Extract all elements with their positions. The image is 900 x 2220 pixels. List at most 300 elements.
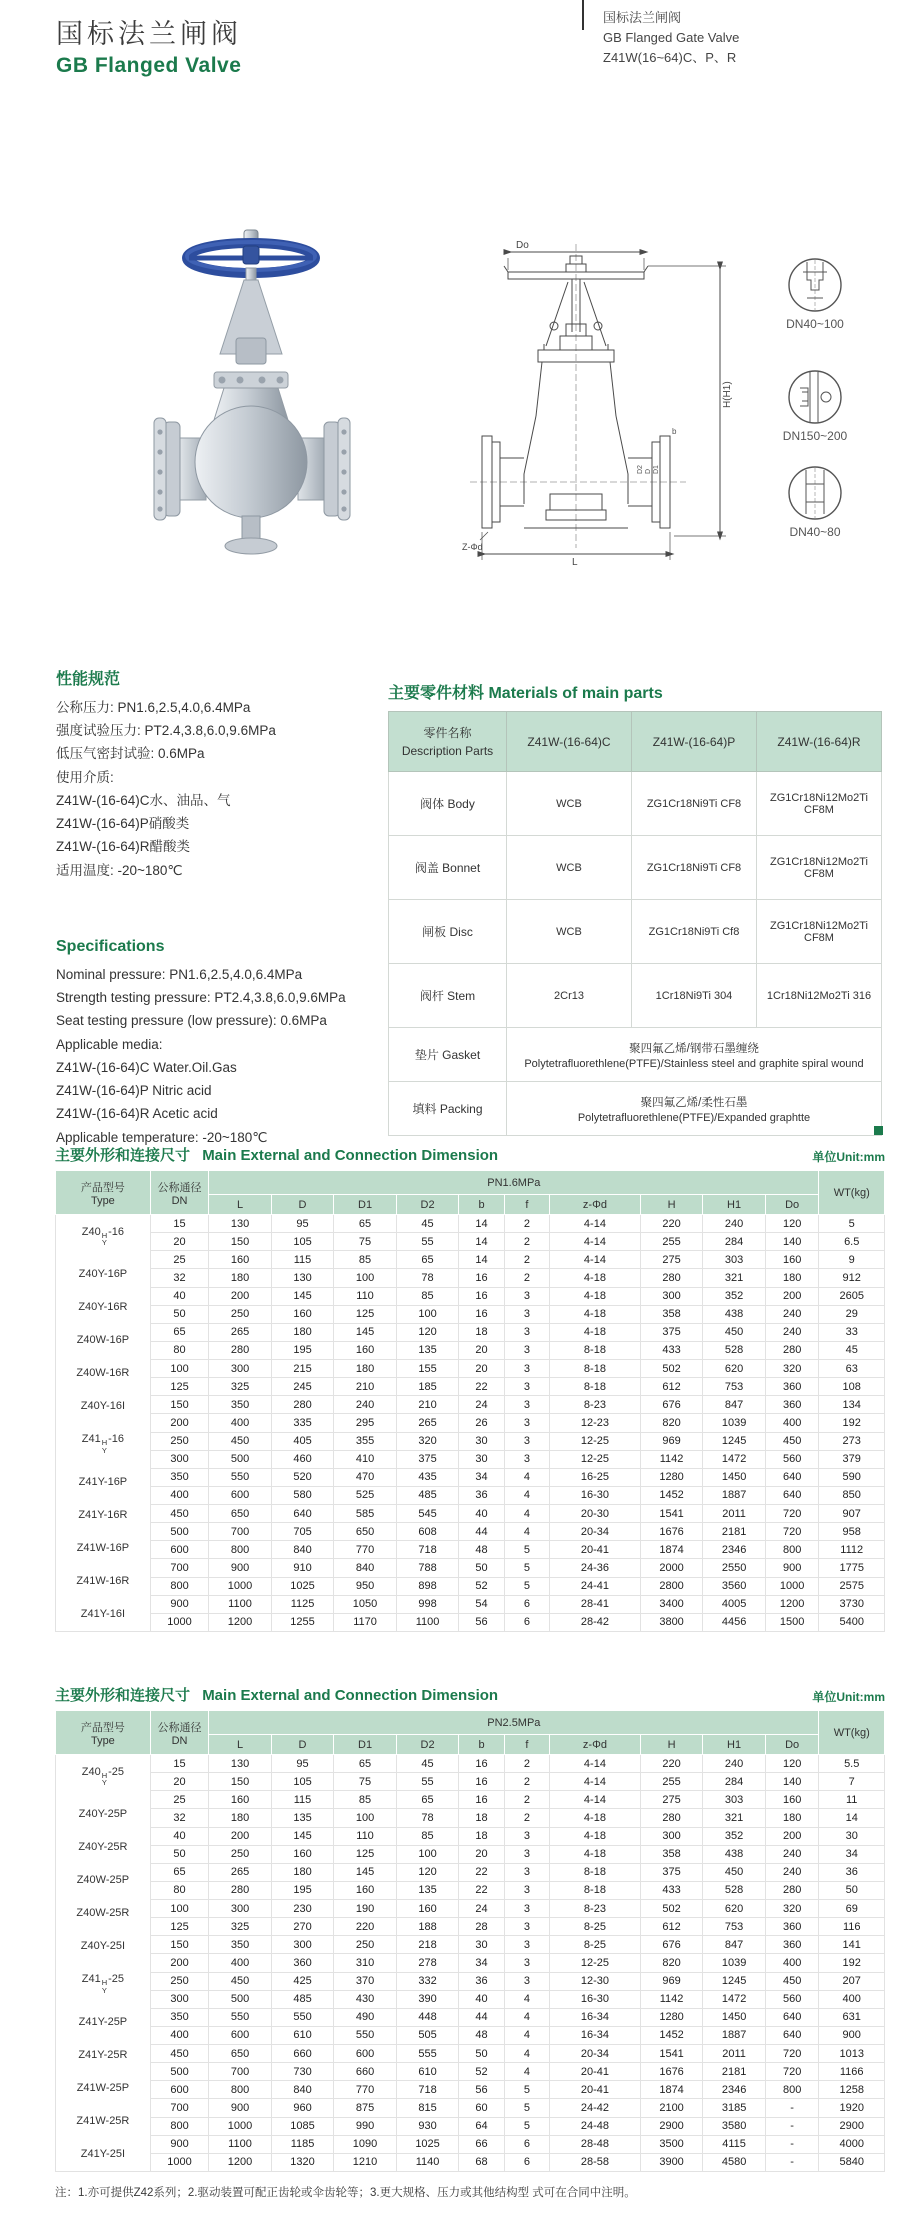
dim-cell: 3 xyxy=(504,1845,549,1863)
dim-cell: 2900 xyxy=(640,2117,703,2135)
dim-cell: 16-30 xyxy=(550,1990,641,2008)
materials-title-en: Materials of main parts xyxy=(488,685,663,702)
dim-cell: 220 xyxy=(640,1755,703,1773)
dim-cell: 28-58 xyxy=(550,2153,641,2171)
dim-cell: 400 xyxy=(819,1990,885,2008)
dim-cell: 20-41 xyxy=(550,2063,641,2081)
dim-cell: 1775 xyxy=(819,1559,885,1577)
material-cell: WCB xyxy=(507,900,632,964)
dim-cell: 180 xyxy=(209,1809,272,1827)
dim-cell: 352 xyxy=(703,1827,766,1845)
dim-cell: 720 xyxy=(765,2045,819,2063)
dim-cell: 969 xyxy=(640,1972,703,1990)
dim-cell: 30 xyxy=(819,1827,885,1845)
dim-row xyxy=(56,1414,885,1432)
dim-cell: 3560 xyxy=(703,1577,766,1595)
dim-cell: 5.5 xyxy=(819,1755,885,1773)
dim-cell: 550 xyxy=(209,2008,272,2026)
performance-lines xyxy=(56,696,376,882)
dim-cell: 321 xyxy=(703,1269,766,1287)
dim-cell: 11 xyxy=(819,1791,885,1809)
dim-cell: 8-18 xyxy=(550,1360,641,1378)
dim-cell: 770 xyxy=(334,2081,397,2099)
dim-cell: 160 xyxy=(396,1900,459,1918)
dim-cell: 360 xyxy=(765,1378,819,1396)
dim-row xyxy=(56,1863,885,1881)
dim-cell: 1450 xyxy=(703,2008,766,2026)
dim-cell: 4 xyxy=(504,1486,549,1504)
dim-cell: 250 xyxy=(209,1845,272,1863)
dim-cell: 753 xyxy=(703,1918,766,1936)
dim-cell: 560 xyxy=(765,1450,819,1468)
dim-cell: 30 xyxy=(459,1936,504,1954)
dim-cell: 110 xyxy=(334,1287,397,1305)
dim-cell: 612 xyxy=(640,1378,703,1396)
dim-cell: 36 xyxy=(459,1486,504,1504)
dim-cell: 16-34 xyxy=(550,2026,641,2044)
specification-line: Z41W-(16-64)R Acetic acid xyxy=(56,1106,218,1122)
dim-cell: 718 xyxy=(396,2081,459,2099)
dim-label-h: H(H1) xyxy=(722,381,733,408)
dim-cell: 273 xyxy=(819,1432,885,1450)
dim-cell: 325 xyxy=(209,1378,272,1396)
dim-cell: 720 xyxy=(765,2063,819,2081)
dim-cell: 12-25 xyxy=(550,1432,641,1450)
dim-cell: 8-23 xyxy=(550,1900,641,1918)
dim-cell: 200 xyxy=(150,1954,208,1972)
type-label: Z41Y-25I xyxy=(80,2148,126,2161)
ref-line-en: GB Flanged Gate Valve xyxy=(603,30,740,46)
dim-cell: 78 xyxy=(396,1269,459,1287)
type-label: Z41Y-25R xyxy=(78,2049,128,2062)
dim-cell: 720 xyxy=(765,1505,819,1523)
dim-cell: 4-14 xyxy=(550,1755,641,1773)
dim-cell: 1085 xyxy=(271,2117,334,2135)
dimension-table-pn16 xyxy=(55,1170,885,1632)
dim-cell: 1100 xyxy=(396,1613,459,1631)
dim-cell: 44 xyxy=(459,2008,504,2026)
dim-cell: 410 xyxy=(334,1450,397,1468)
dim-cell: 218 xyxy=(396,1936,459,1954)
dim-cell: 840 xyxy=(271,2081,334,2099)
dim-cell: 210 xyxy=(396,1396,459,1414)
dim-row xyxy=(56,1287,885,1305)
dim-cell: 280 xyxy=(640,1269,703,1287)
performance-line: 低压气密封试验: 0.6MPa xyxy=(56,746,205,762)
dim-cell: 64 xyxy=(459,2117,504,2135)
dim-cell: 1874 xyxy=(640,1541,703,1559)
dim-cell: 700 xyxy=(209,1523,272,1541)
dim-cell: 180 xyxy=(765,1809,819,1827)
dim-cell: 68 xyxy=(459,2153,504,2171)
dim-cell: 150 xyxy=(209,1773,272,1791)
unit-label: 单位Unit:mm xyxy=(812,1150,885,1164)
dim-cell: 5400 xyxy=(819,1613,885,1631)
dim-cell: 85 xyxy=(334,1251,397,1269)
dim-cell: 1000 xyxy=(765,1577,819,1595)
dim-cell: 1541 xyxy=(640,1505,703,1523)
dim-cell: 300 xyxy=(640,1287,703,1305)
dim-cell: 275 xyxy=(640,1791,703,1809)
dim-cell: 180 xyxy=(334,1360,397,1378)
dim-cell: 18 xyxy=(459,1323,504,1341)
dim-cell: 8-25 xyxy=(550,1936,641,1954)
dim-cell: 2100 xyxy=(640,2099,703,2117)
dim-cell: 280 xyxy=(209,1881,272,1899)
dim-cell: 25 xyxy=(150,1251,208,1269)
dim-row xyxy=(56,1900,885,1918)
dim-cell: 4-14 xyxy=(550,1791,641,1809)
dim-cell: 20 xyxy=(459,1341,504,1359)
dim-row xyxy=(56,2081,885,2099)
dim-cell: 65 xyxy=(396,1791,459,1809)
dim-cell: 116 xyxy=(819,1918,885,1936)
dim-row xyxy=(56,1577,885,1595)
dim-cell: 200 xyxy=(765,1827,819,1845)
col-header-type: 产品型号 Type xyxy=(56,1711,151,1755)
dim-cell: 160 xyxy=(271,1305,334,1323)
dim-cell: 14 xyxy=(459,1251,504,1269)
dim-cell: 141 xyxy=(819,1936,885,1954)
dim-cell: 6 xyxy=(504,2135,549,2153)
dim-cell: 14 xyxy=(819,1809,885,1827)
dim-label-d2: D2 xyxy=(637,465,644,474)
dim-cell: 85 xyxy=(396,1287,459,1305)
dim-cell: 800 xyxy=(150,1577,208,1595)
dim-cell: 135 xyxy=(396,1881,459,1899)
materials-row xyxy=(389,964,882,1028)
dim-cell: 1100 xyxy=(209,1595,272,1613)
unit-label: 单位Unit:mm xyxy=(812,1690,885,1704)
dim-cell: 1472 xyxy=(703,1990,766,2008)
dim-cell: 2011 xyxy=(703,2045,766,2063)
dim-cell: 3 xyxy=(504,1881,549,1899)
dim-cell: 950 xyxy=(334,1577,397,1595)
dim-cell: 640 xyxy=(271,1505,334,1523)
dim-row xyxy=(56,1918,885,1936)
dim-cell: 840 xyxy=(271,1541,334,1559)
header-divider xyxy=(582,0,584,30)
dim-cell: 40 xyxy=(150,1287,208,1305)
col-header: D1 xyxy=(334,1735,397,1755)
dim-cell: 460 xyxy=(271,1450,334,1468)
dimension-titlebar xyxy=(55,1684,885,1705)
dim-cell: 300 xyxy=(209,1900,272,1918)
dim-cell: 550 xyxy=(209,1468,272,1486)
dim-cell: 1039 xyxy=(703,1414,766,1432)
dim-cell: 360 xyxy=(765,1936,819,1954)
dim-cell: 4005 xyxy=(703,1595,766,1613)
dim-cell: 850 xyxy=(819,1486,885,1504)
dim-cell: 3 xyxy=(504,1972,549,1990)
dimension-titlebar xyxy=(55,1144,885,1165)
dim-cell: 210 xyxy=(334,1378,397,1396)
dim-cell: 1125 xyxy=(271,1595,334,1613)
dim-cell: 65 xyxy=(150,1323,208,1341)
dim-cell: 250 xyxy=(150,1972,208,1990)
dim-cell: 990 xyxy=(334,2117,397,2135)
dim-cell: 900 xyxy=(209,1559,272,1577)
dim-cell: 20 xyxy=(150,1233,208,1251)
type-label: Z41W-25P xyxy=(76,2082,130,2095)
dim-cell: 65 xyxy=(150,1863,208,1881)
dim-cell: 45 xyxy=(819,1341,885,1359)
dim-cell: 847 xyxy=(703,1936,766,1954)
dim-cell: 375 xyxy=(640,1323,703,1341)
dim-cell: 5 xyxy=(819,1215,885,1233)
dim-cell: 65 xyxy=(334,1215,397,1233)
dim-cell: 4-14 xyxy=(550,1215,641,1233)
valve-photo xyxy=(148,226,356,579)
dim-cell: 450 xyxy=(703,1863,766,1881)
dim-cell: 425 xyxy=(271,1972,334,1990)
dim-cell: 65 xyxy=(396,1251,459,1269)
type-label: Z41Y-16R xyxy=(78,1509,128,1522)
dim-cell: 250 xyxy=(150,1432,208,1450)
dim-cell: 34 xyxy=(459,1954,504,1972)
dim-cell: 550 xyxy=(334,2026,397,2044)
detail-label: DN40~100 xyxy=(786,317,844,331)
material-span-cell xyxy=(507,1082,882,1136)
dim-cell: 352 xyxy=(703,1287,766,1305)
ref-line-cn: 国标法兰闸阀 xyxy=(603,10,682,25)
dim-cell: 1142 xyxy=(640,1450,703,1468)
dim-cell: 25 xyxy=(150,1791,208,1809)
type-label: Z40Y-16P xyxy=(78,1268,128,1281)
dim-cell: 20-30 xyxy=(550,1505,641,1523)
dim-cell: 22 xyxy=(459,1881,504,1899)
dim-cell: 160 xyxy=(765,1791,819,1809)
dim-cell: 3 xyxy=(504,1900,549,1918)
dim-cell: 30 xyxy=(459,1450,504,1468)
dim-cell: 56 xyxy=(459,1613,504,1631)
dim-row xyxy=(56,1936,885,1954)
type-label: Z40 H Y -16 xyxy=(81,1225,125,1248)
dim-cell: 20-41 xyxy=(550,1541,641,1559)
specification-line: Applicable temperature: -20~180℃ xyxy=(56,1129,268,1145)
dim-cell: 788 xyxy=(396,1559,459,1577)
part-name-cell: 阀体 Body xyxy=(389,772,507,836)
col-header: H1 xyxy=(703,1195,766,1215)
performance-line: Z41W-(16-64)C水、油品、气 xyxy=(56,792,231,808)
dim-cell: 450 xyxy=(209,1972,272,1990)
dim-cell: 1245 xyxy=(703,1432,766,1450)
dim-cell: 207 xyxy=(819,1972,885,1990)
dim-cell: 600 xyxy=(209,2026,272,2044)
dim-row xyxy=(56,1269,885,1287)
performance-line: 公称压力: PN1.6,2.5,4.0,6.4MPa xyxy=(56,700,251,715)
dim-cell: 188 xyxy=(396,1918,459,1936)
dim-cell: 1039 xyxy=(703,1954,766,1972)
dim-cell: 590 xyxy=(819,1468,885,1486)
col-header: D2 xyxy=(396,1735,459,1755)
dim-cell: 660 xyxy=(271,2045,334,2063)
col-header: H xyxy=(640,1735,703,1755)
dim-cell: 505 xyxy=(396,2026,459,2044)
dimension-section-pn25 xyxy=(55,1684,885,2172)
dim-cell: 215 xyxy=(271,1360,334,1378)
dim-cell: 160 xyxy=(765,1251,819,1269)
dim-cell: 500 xyxy=(150,1523,208,1541)
dim-cell: 9 xyxy=(819,1251,885,1269)
material-cell: WCB xyxy=(507,772,632,836)
dim-cell: 1472 xyxy=(703,1450,766,1468)
dim-cell: 350 xyxy=(209,1396,272,1414)
col-header: z-Φd xyxy=(550,1195,641,1215)
materials-row xyxy=(389,900,882,964)
dim-cell: 240 xyxy=(334,1396,397,1414)
dim-cell: 245 xyxy=(271,1378,334,1396)
dim-cell: 5 xyxy=(504,1541,549,1559)
dim-cell: 7 xyxy=(819,1773,885,1791)
dim-cell: 48 xyxy=(459,1541,504,1559)
dim-cell: 555 xyxy=(396,2045,459,2063)
dim-cell: 438 xyxy=(703,1305,766,1323)
specification-line: Seat testing pressure (low pressure): 0.6MPa xyxy=(56,1013,327,1029)
dim-cell: 528 xyxy=(703,1881,766,1899)
dim-cell: 438 xyxy=(703,1845,766,1863)
dim-cell: 448 xyxy=(396,2008,459,2026)
dim-cell: 969 xyxy=(640,1432,703,1450)
dim-cell: 134 xyxy=(819,1396,885,1414)
dim-cell: 125 xyxy=(334,1845,397,1863)
type-label: Z40Y-25R xyxy=(78,1841,128,1854)
col-header: D2 xyxy=(396,1195,459,1215)
dim-cell: 4-18 xyxy=(550,1287,641,1305)
part-name-cell: 填料 Packing xyxy=(389,1082,507,1136)
dim-cell: 545 xyxy=(396,1505,459,1523)
dim-cell: 24-41 xyxy=(550,1577,641,1595)
dim-cell: 45 xyxy=(396,1755,459,1773)
dim-cell: 40 xyxy=(459,1990,504,2008)
dim-cell: 800 xyxy=(209,1541,272,1559)
material-cell: 1Cr18Ni9Ti 304 xyxy=(632,964,757,1028)
dim-cell: 640 xyxy=(765,2008,819,2026)
dim-cell: 105 xyxy=(271,1773,334,1791)
dim-cell: 405 xyxy=(271,1432,334,1450)
dim-row xyxy=(56,1954,885,1972)
dim-cell: 108 xyxy=(819,1378,885,1396)
dim-cell: 100 xyxy=(396,1305,459,1323)
dim-cell: 2000 xyxy=(640,1559,703,1577)
dim-cell: 1676 xyxy=(640,2063,703,2081)
dim-cell: 100 xyxy=(334,1269,397,1287)
dim-cell: 180 xyxy=(209,1269,272,1287)
dim-cell: 1025 xyxy=(396,2135,459,2153)
dim-label-do: Do xyxy=(516,240,529,251)
dim-cell: 1258 xyxy=(819,2081,885,2099)
performance-line: Z41W-(16-64)P硝酸类 xyxy=(56,816,190,832)
dim-row xyxy=(56,2008,885,2026)
dim-cell: 195 xyxy=(271,1881,334,1899)
dim-cell: 1541 xyxy=(640,2045,703,2063)
dim-cell: 350 xyxy=(150,2008,208,2026)
dim-cell: 718 xyxy=(396,1541,459,1559)
dim-cell: 85 xyxy=(396,1827,459,1845)
dim-cell: 1100 xyxy=(209,2135,272,2153)
dim-cell: 3 xyxy=(504,1450,549,1468)
type-label: Z41W-25R xyxy=(76,2115,130,2128)
dim-cell: 1500 xyxy=(765,1613,819,1631)
materials-section xyxy=(388,680,882,1136)
dim-row xyxy=(56,1613,885,1631)
dim-cell: 2 xyxy=(504,1251,549,1269)
col-header-dn: 公称通径 DN xyxy=(150,1711,208,1755)
dim-cell: 33 xyxy=(819,1323,885,1341)
dim-cell: 640 xyxy=(765,2026,819,2044)
dim-cell: 6 xyxy=(504,1613,549,1631)
dim-cell: 400 xyxy=(150,2026,208,2044)
materials-row xyxy=(389,772,882,836)
dim-cell: 192 xyxy=(819,1954,885,1972)
specifications-title: Specifications xyxy=(56,938,165,955)
dim-cell: 4 xyxy=(504,1505,549,1523)
dim-cell: 135 xyxy=(396,1341,459,1359)
dim-cell: 100 xyxy=(150,1360,208,1378)
type-label: Z40W-16P xyxy=(76,1334,130,1347)
dim-header-row-1 xyxy=(56,1711,885,1735)
dim-cell: 303 xyxy=(703,1791,766,1809)
dim-cell: 22 xyxy=(459,1863,504,1881)
dim-row xyxy=(56,1450,885,1468)
material-cell: ZG1Cr18Ni9Ti CF8 xyxy=(632,836,757,900)
dim-cell: 390 xyxy=(396,1990,459,2008)
dim-cell: 660 xyxy=(334,2063,397,2081)
dim-cell: 3400 xyxy=(640,1595,703,1613)
dim-cell: 400 xyxy=(209,1954,272,1972)
dim-cell: 44 xyxy=(459,1523,504,1541)
material-cell: ZG1Cr18Ni12Mo2Ti CF8M xyxy=(757,900,882,964)
dim-cell: 185 xyxy=(396,1378,459,1396)
specification-line: Applicable media: xyxy=(56,1036,163,1052)
dim-cell: 800 xyxy=(765,2081,819,2099)
dim-cell: 14 xyxy=(459,1233,504,1251)
dimension-title-en: Main External and Connection Dimension xyxy=(202,1687,499,1704)
dim-cell: 40 xyxy=(459,1505,504,1523)
dim-cell: 355 xyxy=(334,1432,397,1450)
valve-drawing-image xyxy=(458,236,758,566)
dim-cell: 450 xyxy=(150,1505,208,1523)
type-label: Z41 H Y -16 xyxy=(81,1433,125,1456)
dim-cell: 2 xyxy=(504,1773,549,1791)
dim-cell: 130 xyxy=(209,1215,272,1233)
detail-view-1 xyxy=(772,256,858,331)
dim-cell: 1280 xyxy=(640,1468,703,1486)
material-span-cn: 聚四氟乙烯/钢带石墨缠绕 xyxy=(629,1042,759,1055)
dim-cell: 200 xyxy=(150,1414,208,1432)
dim-cell: 525 xyxy=(334,1486,397,1504)
dim-cell: 3730 xyxy=(819,1595,885,1613)
dim-row xyxy=(56,2135,885,2153)
dim-cell: 12-30 xyxy=(550,1972,641,1990)
ref-line-model: Z41W(16~64)C、P、R xyxy=(603,50,737,66)
dim-cell: 600 xyxy=(150,1541,208,1559)
dim-cell: 265 xyxy=(209,1863,272,1881)
col-header: H1 xyxy=(703,1735,766,1755)
dim-cell: 250 xyxy=(334,1936,397,1954)
dim-cell: 1025 xyxy=(271,1577,334,1595)
dim-cell: 32 xyxy=(150,1269,208,1287)
dim-cell: 145 xyxy=(271,1287,334,1305)
dim-row xyxy=(56,1468,885,1486)
dim-row xyxy=(56,1755,885,1773)
dim-cell: 958 xyxy=(819,1523,885,1541)
dim-cell: 3 xyxy=(504,1827,549,1845)
dim-cell: 620 xyxy=(703,1360,766,1378)
dim-cell: 100 xyxy=(150,1900,208,1918)
dim-cell: 69 xyxy=(819,1900,885,1918)
dim-row xyxy=(56,1323,885,1341)
